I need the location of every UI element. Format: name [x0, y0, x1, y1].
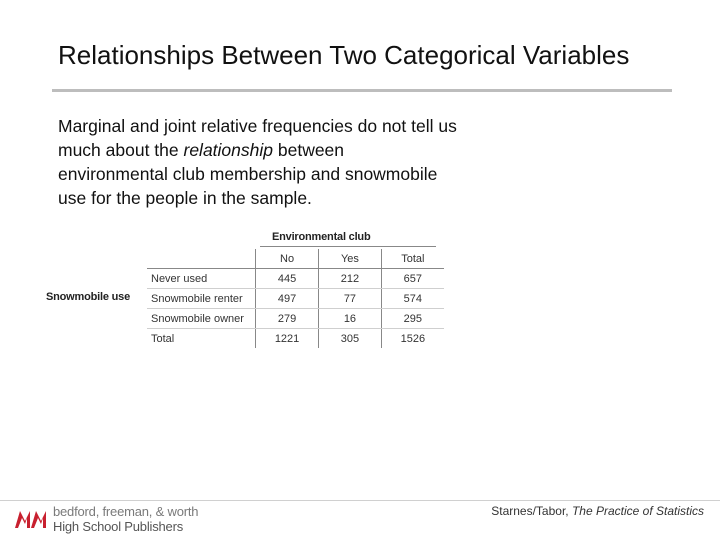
table-header-row [147, 249, 444, 269]
row-label: Never used [147, 269, 255, 289]
table-row [147, 269, 444, 289]
publisher-logo [14, 503, 199, 537]
two-way-table [147, 249, 444, 348]
body-text-part-1: Marginal and joint relative frequencies do not tell us much about the [58, 116, 457, 160]
slide-title: Relationships Between Two Categorical Variables [58, 40, 630, 70]
publisher-name-line2: High School Publishers [53, 519, 184, 534]
row-label: Snowmobile renter [147, 289, 255, 309]
footer-divider [0, 500, 720, 501]
table-cell: 574 [381, 289, 444, 309]
table-cell: 497 [255, 289, 318, 309]
row-label: Total [147, 329, 255, 349]
table-cell: 16 [319, 309, 382, 329]
table-cell: 295 [381, 309, 444, 329]
table-cell: 1221 [255, 329, 318, 349]
table-cell: 212 [319, 269, 382, 289]
table-header-cell: No [255, 249, 318, 269]
citation-authors: Starnes/Tabor, [491, 504, 572, 518]
column-group-label: Environmental club [272, 231, 371, 243]
table-header-blank [147, 249, 255, 269]
two-way-table-figure [44, 228, 444, 353]
column-group-rule [260, 246, 436, 247]
slide-body-text [58, 114, 458, 210]
row-label: Snowmobile owner [147, 309, 255, 329]
title-divider [52, 89, 672, 92]
table-cell: 445 [255, 269, 318, 289]
table-cell: 1526 [400, 332, 426, 345]
table-row [147, 289, 444, 309]
table-header-cell: Yes [319, 249, 382, 269]
row-group-label: Snowmobile use [46, 291, 130, 303]
table-cell: 305 [319, 329, 382, 349]
citation [491, 504, 704, 518]
table-cell: 279 [255, 309, 318, 329]
table-row [147, 309, 444, 329]
table-cell: 657 [381, 269, 444, 289]
publisher-logo-icon [14, 506, 48, 530]
table-cell: 77 [319, 289, 382, 309]
publisher-name-line1: bedford, freeman, & worth [53, 504, 199, 519]
table-header-cell: Total [381, 249, 444, 269]
citation-book-title: The Practice of Statistics [571, 504, 704, 518]
body-text-part-2: between environmental club membership and snowmobile use for the people in the sample. [58, 140, 438, 208]
body-text-emphasis: relationship [183, 140, 273, 160]
table-total-row [147, 329, 444, 349]
